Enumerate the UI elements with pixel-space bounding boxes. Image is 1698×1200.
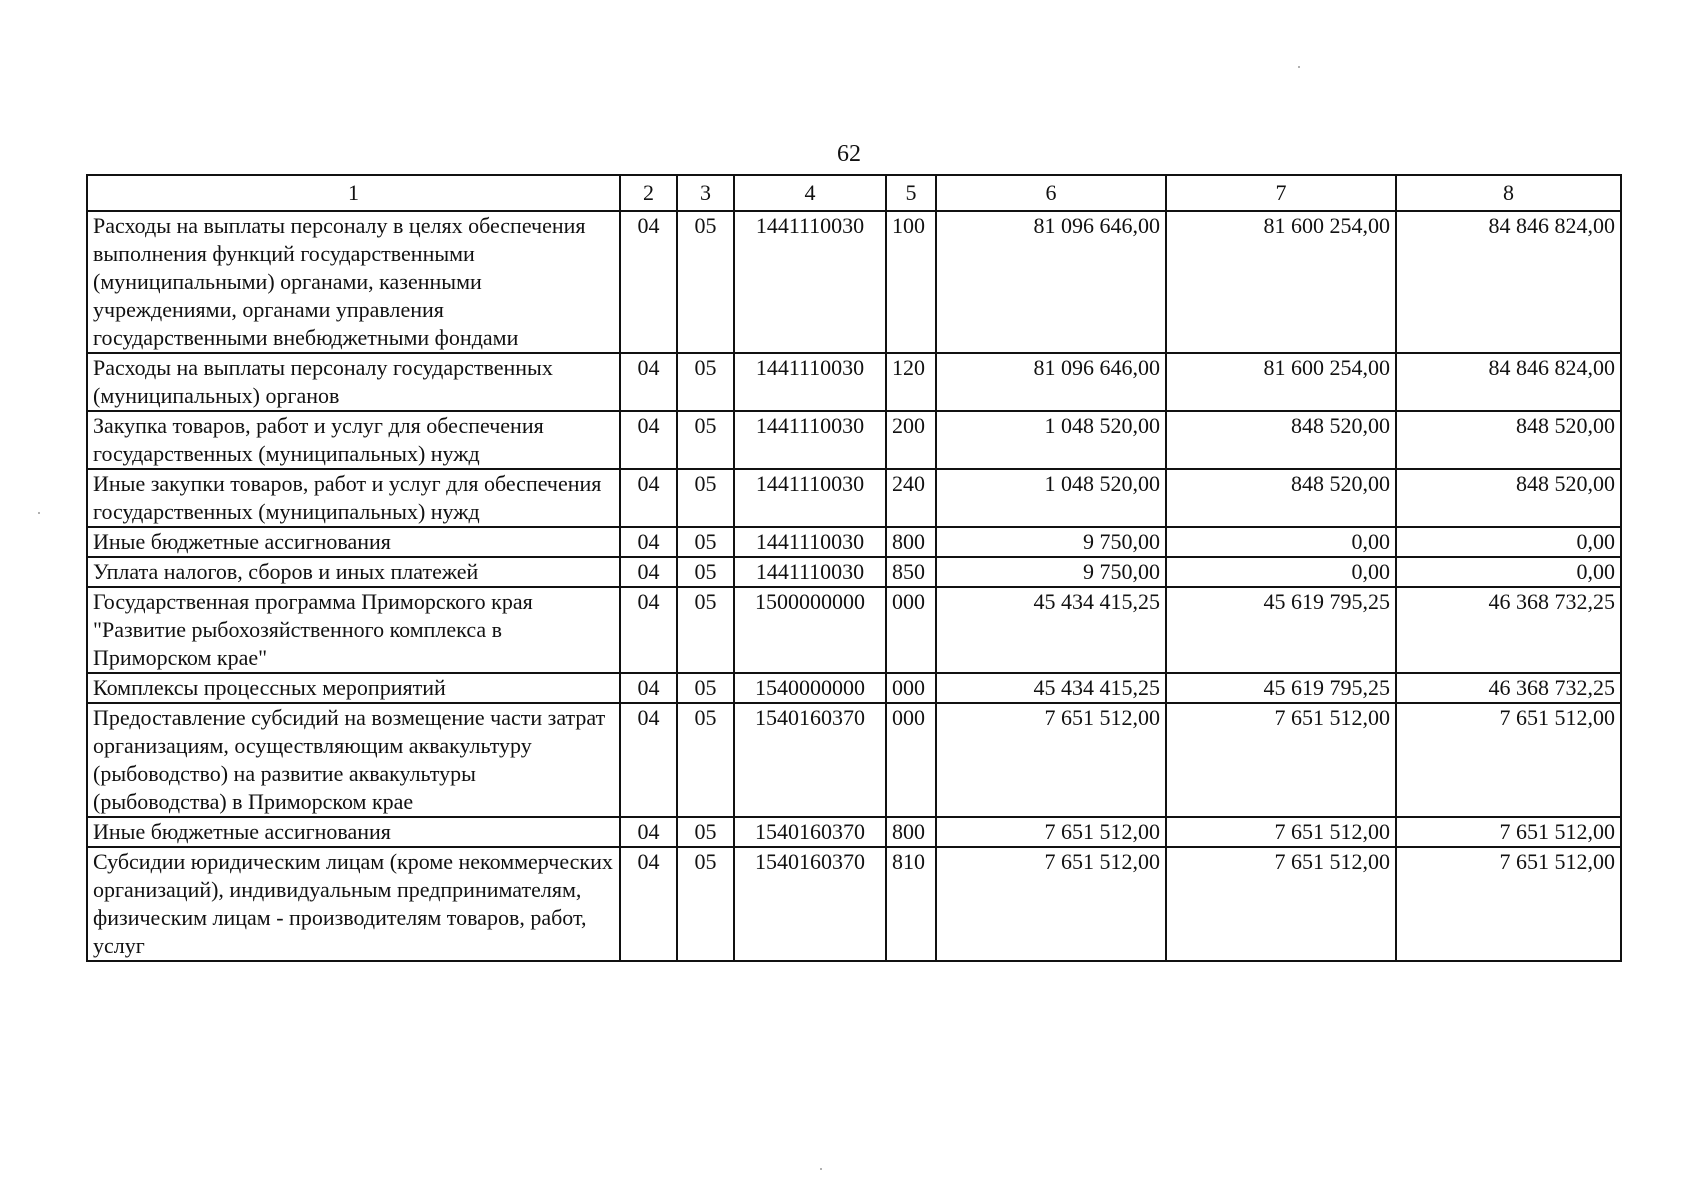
budget-table <box>86 174 1622 962</box>
section-code: 04 <box>620 703 677 817</box>
amount-year-2: 7 651 512,00 <box>1166 847 1396 961</box>
expense-name: Государственная программа Приморского края "Развитие рыбохозяйственного комплекса в Приморском крае" <box>87 587 620 673</box>
section-code: 04 <box>620 557 677 587</box>
amount-year-1: 7 651 512,00 <box>936 703 1166 817</box>
table-row <box>87 353 1621 411</box>
column-header: 3 <box>677 175 734 211</box>
expense-name: Уплата налогов, сборов и иных платежей <box>87 557 620 587</box>
section-code: 04 <box>620 353 677 411</box>
column-header: 8 <box>1396 175 1621 211</box>
table-row <box>87 817 1621 847</box>
amount-year-3: 0,00 <box>1396 557 1621 587</box>
expense-type-code: 100 <box>886 211 936 353</box>
expense-type-code: 800 <box>886 817 936 847</box>
subsection-code: 05 <box>677 353 734 411</box>
table-row <box>87 557 1621 587</box>
expense-name: Закупка товаров, работ и услуг для обеспечения государственных (муниципальных) нужд <box>87 411 620 469</box>
amount-year-1: 9 750,00 <box>936 557 1166 587</box>
target-article-code: 1441110030 <box>734 527 886 557</box>
page-number: 62 <box>837 141 861 167</box>
section-code: 04 <box>620 411 677 469</box>
amount-year-2: 81 600 254,00 <box>1166 211 1396 353</box>
subsection-code: 05 <box>677 211 734 353</box>
expense-name: Субсидии юридическим лицам (кроме некоммерческих организаций), индивидуальным предпринимателям, физическим лицам - производителям товаров, работ, услуг <box>87 847 620 961</box>
amount-year-2: 7 651 512,00 <box>1166 817 1396 847</box>
table-row <box>87 673 1621 703</box>
amount-year-2: 7 651 512,00 <box>1166 703 1396 817</box>
amount-year-3: 7 651 512,00 <box>1396 817 1621 847</box>
amount-year-1: 81 096 646,00 <box>936 353 1166 411</box>
amount-year-2: 848 520,00 <box>1166 469 1396 527</box>
amount-year-2: 0,00 <box>1166 527 1396 557</box>
amount-year-2: 45 619 795,25 <box>1166 673 1396 703</box>
table-row <box>87 847 1621 961</box>
amount-year-3: 7 651 512,00 <box>1396 847 1621 961</box>
expense-type-code: 810 <box>886 847 936 961</box>
amount-year-1: 7 651 512,00 <box>936 847 1166 961</box>
section-code: 04 <box>620 817 677 847</box>
target-article-code: 1540160370 <box>734 847 886 961</box>
header-row <box>87 175 1621 211</box>
subsection-code: 05 <box>677 411 734 469</box>
section-code: 04 <box>620 527 677 557</box>
section-code: 04 <box>620 211 677 353</box>
scan-speck <box>1298 66 1300 68</box>
expense-type-code: 850 <box>886 557 936 587</box>
table-row <box>87 527 1621 557</box>
subsection-code: 05 <box>677 587 734 673</box>
expense-type-code: 200 <box>886 411 936 469</box>
subsection-code: 05 <box>677 557 734 587</box>
amount-year-2: 81 600 254,00 <box>1166 353 1396 411</box>
expense-name: Расходы на выплаты персоналу государственных (муниципальных) органов <box>87 353 620 411</box>
expense-type-code: 800 <box>886 527 936 557</box>
amount-year-3: 84 846 824,00 <box>1396 211 1621 353</box>
expense-name: Комплексы процессных мероприятий <box>87 673 620 703</box>
target-article-code: 1500000000 <box>734 587 886 673</box>
section-code: 04 <box>620 673 677 703</box>
subsection-code: 05 <box>677 703 734 817</box>
table-row <box>87 211 1621 353</box>
target-article-code: 1441110030 <box>734 211 886 353</box>
amount-year-3: 84 846 824,00 <box>1396 353 1621 411</box>
expense-name: Иные бюджетные ассигнования <box>87 817 620 847</box>
expense-name: Иные закупки товаров, работ и услуг для обеспечения государственных (муниципальных) нужд <box>87 469 620 527</box>
expense-name: Расходы на выплаты персоналу в целях обеспечения выполнения функций государственными (муниципальными) органами, казенными учреждениями, органами управления государственными внебюджетными фондами <box>87 211 620 353</box>
section-code: 04 <box>620 587 677 673</box>
amount-year-1: 1 048 520,00 <box>936 469 1166 527</box>
column-header: 7 <box>1166 175 1396 211</box>
amount-year-1: 1 048 520,00 <box>936 411 1166 469</box>
amount-year-1: 9 750,00 <box>936 527 1166 557</box>
target-article-code: 1441110030 <box>734 411 886 469</box>
target-article-code: 1441110030 <box>734 557 886 587</box>
column-header: 4 <box>734 175 886 211</box>
column-header: 2 <box>620 175 677 211</box>
expense-name: Иные бюджетные ассигнования <box>87 527 620 557</box>
expense-type-code: 000 <box>886 703 936 817</box>
subsection-code: 05 <box>677 527 734 557</box>
amount-year-2: 45 619 795,25 <box>1166 587 1396 673</box>
amount-year-2: 0,00 <box>1166 557 1396 587</box>
table-row <box>87 703 1621 817</box>
table-row <box>87 587 1621 673</box>
amount-year-3: 46 368 732,25 <box>1396 673 1621 703</box>
expense-type-code: 000 <box>886 587 936 673</box>
column-header: 6 <box>936 175 1166 211</box>
subsection-code: 05 <box>677 847 734 961</box>
table-row <box>87 469 1621 527</box>
amount-year-1: 81 096 646,00 <box>936 211 1166 353</box>
expense-name: Предоставление субсидий на возмещение части затрат организациям, осуществляющим аквакультуру (рыбоводство) на развитие аквакультуры (рыбоводства) в Приморском крае <box>87 703 620 817</box>
amount-year-1: 45 434 415,25 <box>936 587 1166 673</box>
amount-year-3: 0,00 <box>1396 527 1621 557</box>
amount-year-2: 848 520,00 <box>1166 411 1396 469</box>
target-article-code: 1540160370 <box>734 703 886 817</box>
target-article-code: 1441110030 <box>734 353 886 411</box>
column-header: 1 <box>87 175 620 211</box>
amount-year-3: 848 520,00 <box>1396 469 1621 527</box>
column-header: 5 <box>886 175 936 211</box>
target-article-code: 1540160370 <box>734 817 886 847</box>
amount-year-1: 45 434 415,25 <box>936 673 1166 703</box>
expense-type-code: 240 <box>886 469 936 527</box>
subsection-code: 05 <box>677 673 734 703</box>
amount-year-3: 7 651 512,00 <box>1396 703 1621 817</box>
subsection-code: 05 <box>677 469 734 527</box>
scan-speck <box>38 512 40 514</box>
target-article-code: 1540000000 <box>734 673 886 703</box>
table-row <box>87 411 1621 469</box>
section-code: 04 <box>620 847 677 961</box>
amount-year-1: 7 651 512,00 <box>936 817 1166 847</box>
amount-year-3: 46 368 732,25 <box>1396 587 1621 673</box>
expense-type-code: 000 <box>886 673 936 703</box>
scan-speck <box>820 1168 822 1170</box>
amount-year-3: 848 520,00 <box>1396 411 1621 469</box>
section-code: 04 <box>620 469 677 527</box>
subsection-code: 05 <box>677 817 734 847</box>
expense-type-code: 120 <box>886 353 936 411</box>
target-article-code: 1441110030 <box>734 469 886 527</box>
